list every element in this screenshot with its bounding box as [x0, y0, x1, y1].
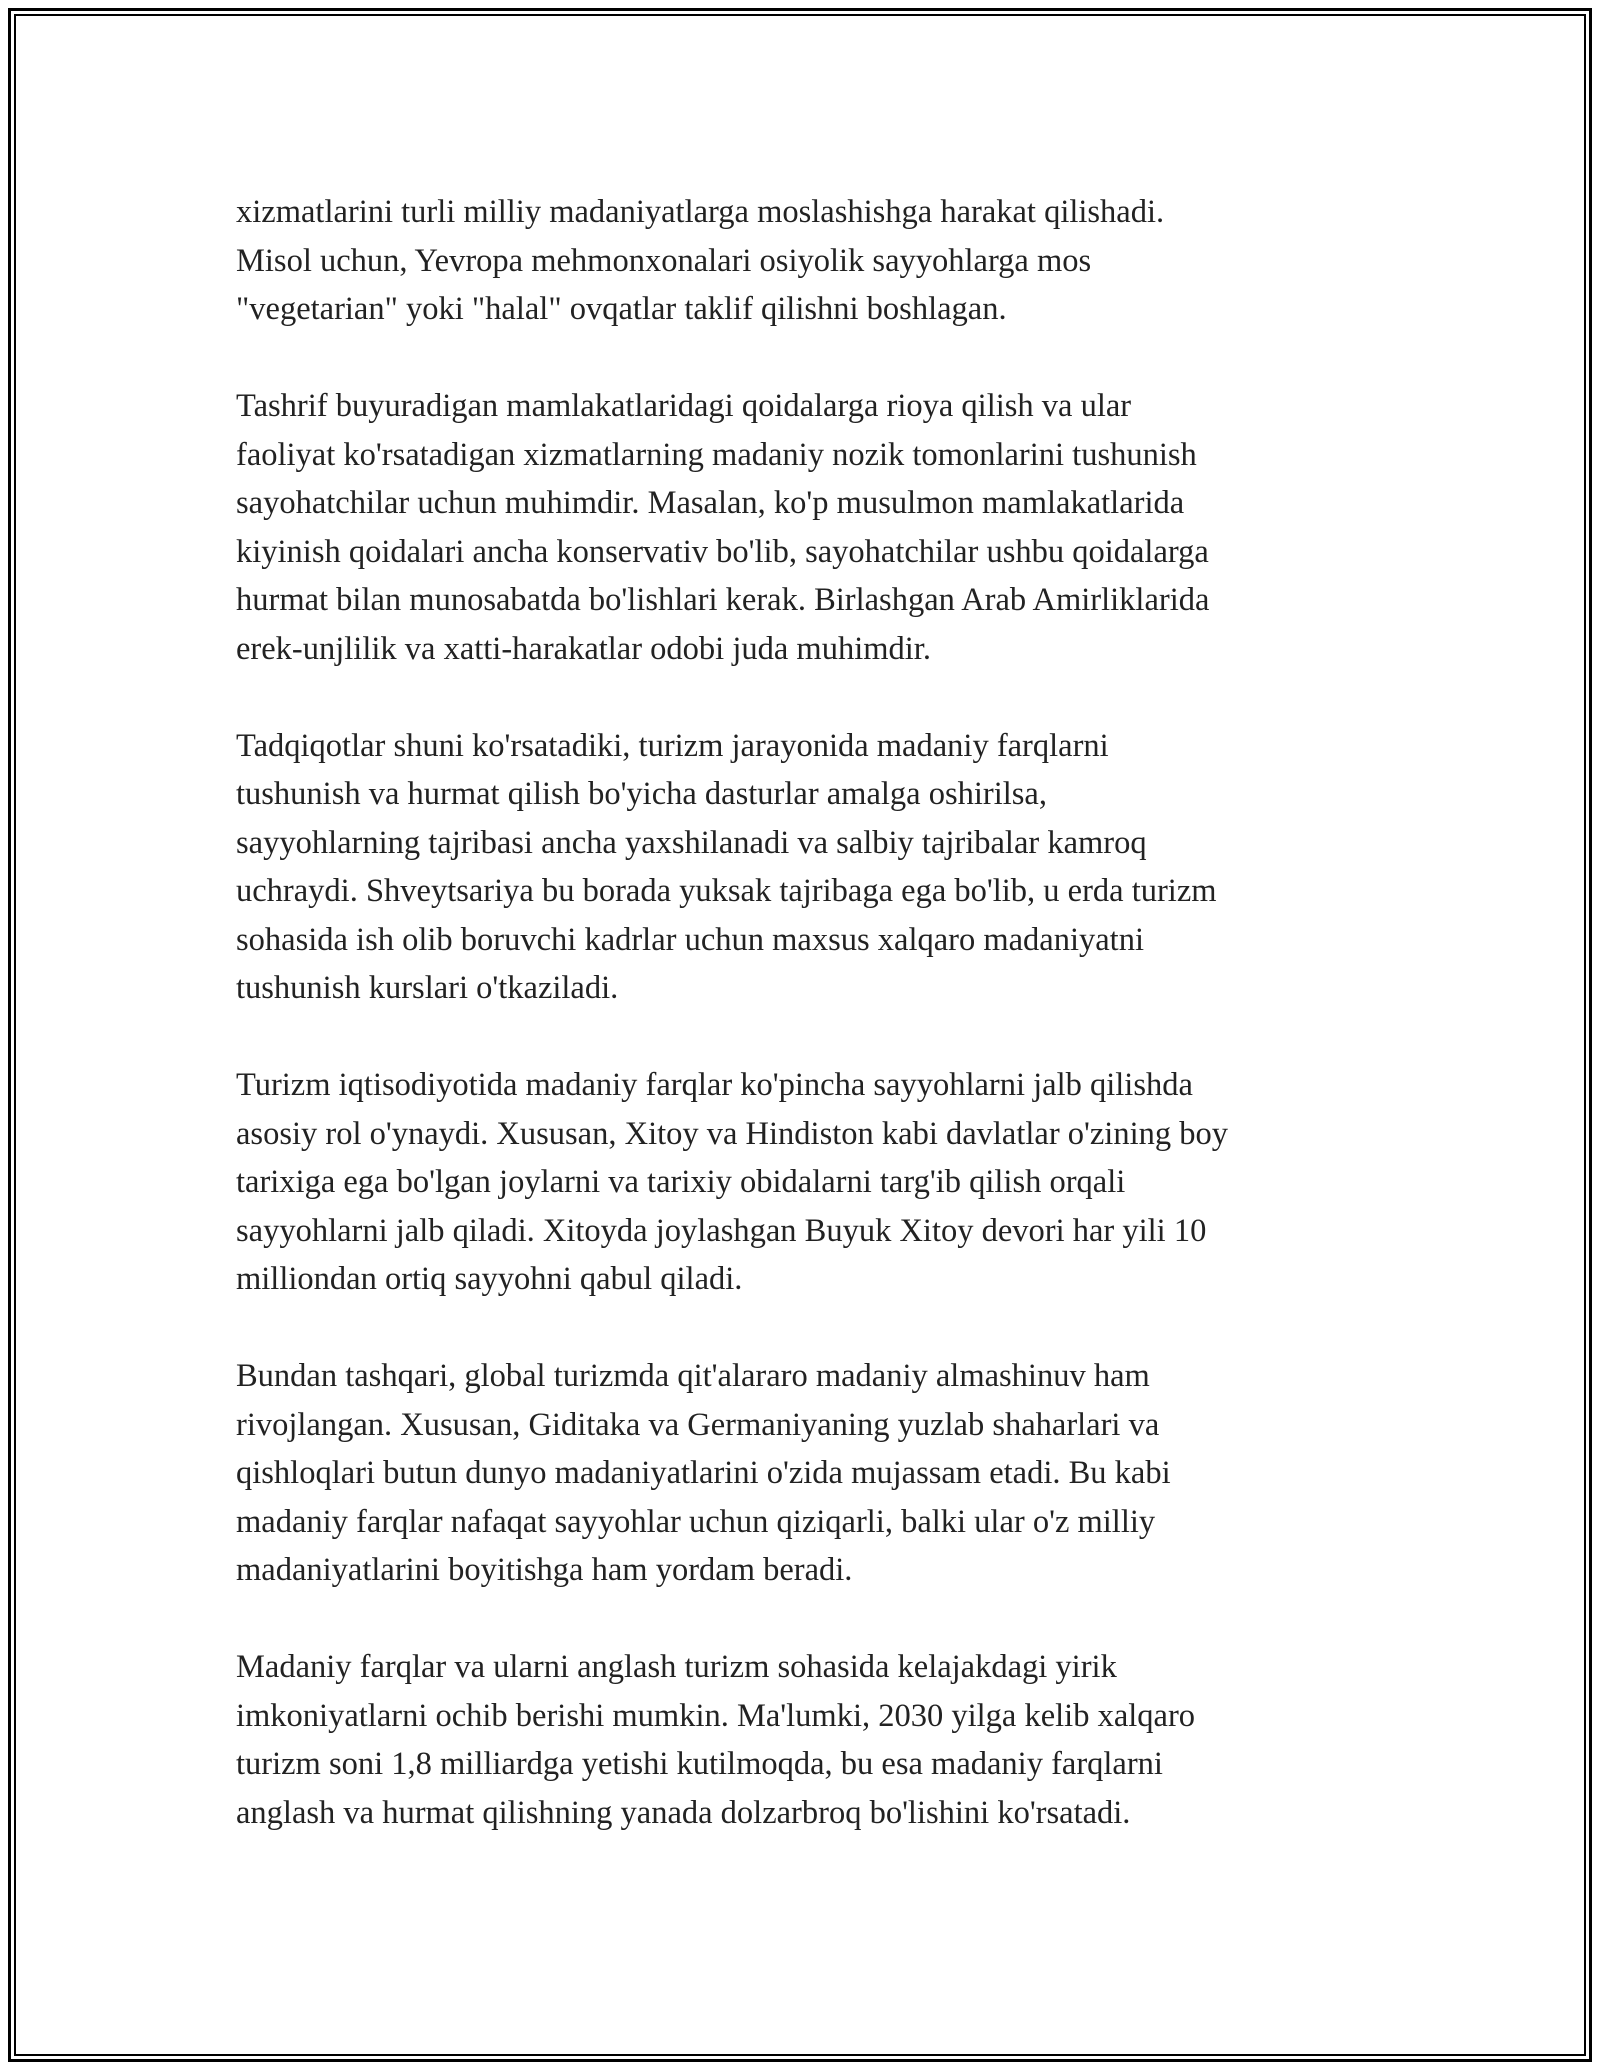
paragraph — [236, 1352, 1376, 1595]
text-line: sayyohlarni jalb qiladi. Xitoyda joylashgan Buyuk Xitoy devori har yili 10 — [236, 1212, 1207, 1249]
text-line: Tadqiqotlar shuni ko'rsatadiki, turizm jarayonida madaniy farqlarni — [236, 727, 1109, 764]
text-line: kiyinish qoidalari ancha konservativ bo'lib, sayohatchilar ushbu qoidalarga — [236, 533, 1209, 570]
text-line: anglash va hurmat qilishning yanada dolzarbroq bo'lishini ko'rsatadi. — [236, 1794, 1131, 1831]
paragraph — [236, 382, 1376, 673]
text-line: madaniyatlarini boyitishga ham yordam beradi. — [236, 1552, 853, 1588]
text-line: hurmat bilan munosabatda bo'lishlari kerak. Birlashgan Arab Amirliklarida — [236, 582, 1210, 618]
text-line: sohasida ish olib boruvchi kadrlar uchun maxsus xalqaro madaniyatni — [236, 921, 1144, 958]
text-line: rivojlangan. Xususan, Giditaka va Germaniyaning yuzlab shaharlari va — [236, 1406, 1160, 1443]
text-line: Turizm iqtisodiyotida madaniy farqlar ko'pincha sayyohlarni jalb qilishda — [236, 1067, 1193, 1103]
text-line: erek-unjlilik va xatti-harakatlar odobi juda muhimdir. — [236, 630, 931, 667]
text-line: madaniy farqlar nafaqat sayyohlar uchun qiziqarli, balki ular o'z milliy — [236, 1503, 1156, 1540]
text-line: Misol uchun, Yevropa mehmonxonalari osiyolik sayyohlarga mos — [236, 242, 1092, 279]
text-line: uchraydi. Shveytsariya bu borada yuksak tajribaga ega bo'lib, u erda turizm — [236, 873, 1217, 909]
text-line: tushunish va hurmat qilish bo'yicha dasturlar amalga oshirilsa, — [236, 776, 1047, 812]
text-line: qishloqlari butun dunyo madaniyatlarini o'zida mujassam etadi. Bu kabi — [236, 1455, 1171, 1491]
paragraph — [236, 188, 1376, 334]
text-line: milliondan ortiq sayyohni qabul qiladi. — [236, 1261, 743, 1297]
paragraph — [236, 1061, 1376, 1304]
text-line: Madaniy farqlar va ularni anglash turizm sohasida kelajakdagi yirik — [236, 1649, 1117, 1685]
text-line: asosiy rol o'ynaydi. Xususan, Xitoy va Hindiston kabi davlatlar o'zining boy — [236, 1115, 1228, 1152]
text-line: xizmatlarini turli milliy madaniyatlarga moslashishga harakat qilishadi. — [236, 194, 1165, 230]
text-line: Bundan tashqari, global turizmda qit'alararo madaniy almashinuv ham — [236, 1358, 1150, 1394]
text-line: faoliyat ko'rsatadigan xizmatlarning madaniy nozik tomonlarini tushunish — [236, 436, 1197, 473]
paragraph — [236, 722, 1376, 1013]
text-line: imkoniyatlarni ochib berishi mumkin. Ma'lumki, 2030 yilga kelib xalqaro — [236, 1697, 1196, 1734]
text-line: tarixiga ega bo'lgan joylarni va tarixiy obidalarni targ'ib qilish orqali — [236, 1164, 1126, 1200]
text-line: turizm soni 1,8 milliardga yetishi kutilmoqda, bu esa madaniy farqlarni — [236, 1746, 1163, 1782]
paragraph — [236, 1643, 1376, 1837]
text-line: sayohatchilar uchun muhimdir. Masalan, ko'p musulmon mamlakatlarida — [236, 485, 1185, 521]
text-line: Tashrif buyuradigan mamlakatlaridagi qoidalarga rioya qilish va ular — [236, 388, 1132, 424]
text-line: sayyohlarning tajribasi ancha yaxshilanadi va salbiy tajribalar kamroq — [236, 824, 1147, 861]
text-line: "vegetarian" yoki "halal" ovqatlar taklif qilishni boshlagan. — [236, 291, 1007, 327]
text-line: tushunish kurslari o'tkaziladi. — [236, 970, 619, 1006]
document-body — [236, 188, 1376, 1886]
